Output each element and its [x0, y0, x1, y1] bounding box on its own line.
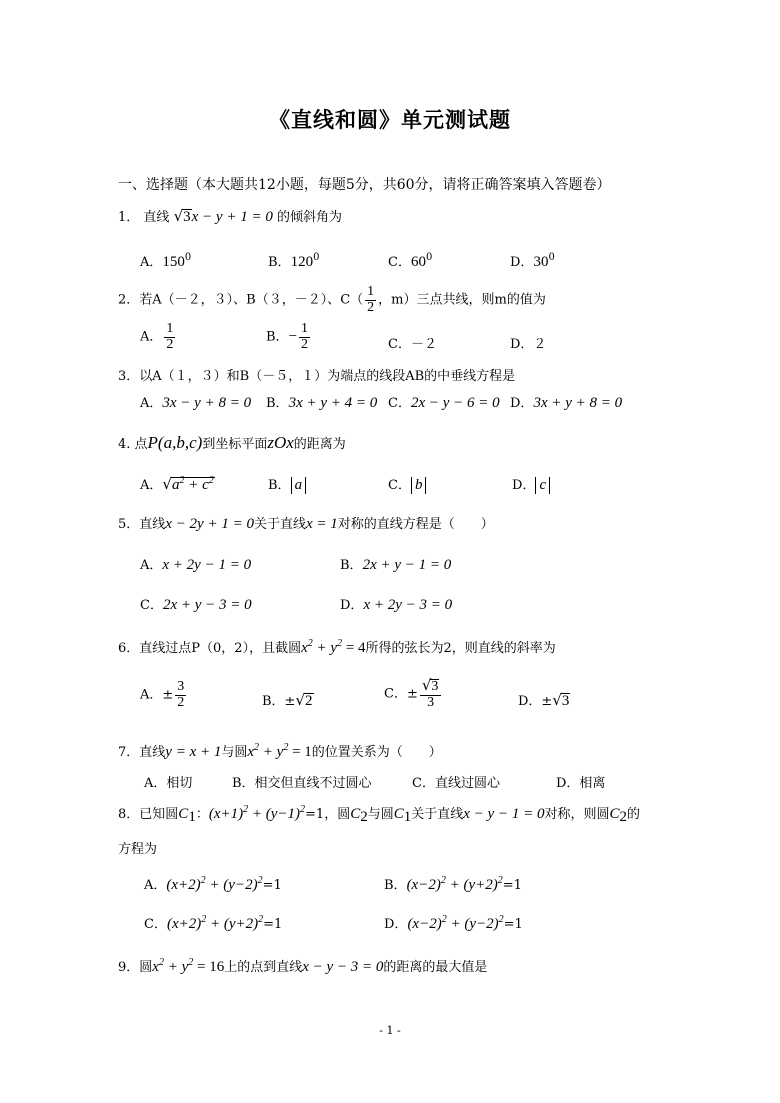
- option-d: D．相离: [556, 776, 606, 791]
- option-a: A．相切: [144, 776, 193, 791]
- option-b: B．$120^0$: [268, 252, 320, 270]
- option-b: B．− $\frac{1}{2}$: [266, 321, 309, 352]
- option-a: A．x + 2y − 1 = 0: [140, 557, 252, 573]
- option-b: B．2x + y − 1 = 0: [340, 557, 452, 573]
- option-d: D．±√3: [518, 691, 570, 709]
- option-a: A．$√a^2 + c^2$: [140, 475, 214, 493]
- option-c: C．2x + y − 3 = 0: [140, 597, 252, 613]
- option-d: D． c: [512, 474, 550, 494]
- option-a: A．$150^0$: [140, 252, 192, 270]
- question-number: 1．: [118, 210, 140, 225]
- option-d: D．$(x-2)^2 + (y-2)^2=1$: [384, 914, 523, 932]
- option-a: A． $\frac{1}{2}$: [140, 321, 174, 352]
- question-9: 9．圆$x^2 + y^2 = 16$上的点到直线x − y − 3 = 0的距离的最大值是: [118, 957, 488, 975]
- question-text: 直线: [143, 210, 170, 225]
- option-a: A．3x − y + 8 = 0: [140, 395, 252, 411]
- question-3: 3．以A（１，３）和B（－５，１）为端点的线段AB的中垂线方程是: [118, 369, 516, 384]
- question-4: 4. 点P(a,b,c)到坐标平面zOx的距离为: [118, 433, 346, 452]
- question-7: 7．直线y = x + 1与圆$x^2 + y^2 = 1$的位置关系为（ ）: [118, 742, 442, 760]
- option-c: C．2x − y − 6 = 0: [388, 395, 500, 411]
- option-b: B．相交但直线不过圆心: [232, 776, 372, 791]
- option-a: A．$(x+2)^2 + (y-2)^2=1$: [144, 875, 282, 893]
- option-c: C．$(x+2)^2 + (y+2)^2=1$: [144, 914, 283, 932]
- question-2: 2．若A（－２，３）、B（３，－２）、C（ $\frac{1}{2}$ ，m）三点共线，则m的值为: [118, 284, 546, 315]
- page-number: - 1 -: [379, 1024, 401, 1037]
- question-6: 6．直线过点P（0，2），且截圆$x^2 + y^2 = 4$所得的弦长为2，则直线的斜率为: [118, 638, 556, 656]
- question-8: 8．已知圆$C_1$：$(x+1)^2 + (y-1)^2=1$，圆$C_2$与圆$C_1$关于直线x − y − 1 = 0对称，则圆$C_2$的: [118, 804, 640, 825]
- section-heading: 一、选择题（本大题共12小题，每题5分，共60分，请将正确答案填入答题卷）: [118, 177, 611, 193]
- option-a: A．± $\frac{3}{2}$: [140, 679, 185, 710]
- option-b: B．$(x-2)^2 + (y+2)^2=1$: [384, 875, 522, 893]
- question-8-continued: 方程为: [118, 842, 158, 857]
- option-b: B． a: [268, 474, 306, 494]
- question-1: [118, 206, 342, 226]
- question-text: 的倾斜角为: [276, 210, 342, 225]
- option-c: C．直线过圆心: [412, 776, 500, 791]
- option-b: B．3x + y + 4 = 0: [266, 395, 378, 411]
- option-c: C．± $\frac{√3}{3}$: [384, 678, 443, 710]
- option-d: D．$30^0$: [510, 252, 555, 270]
- page-title: 《直线和圆》单元测试题: [269, 107, 511, 132]
- question-5: 5．直线x − 2y + 1 = 0关于直线x = 1对称的直线方程是（ ）: [118, 516, 494, 532]
- option-c: C． b: [388, 474, 426, 494]
- option-d: D．x + 2y − 3 = 0: [340, 597, 453, 613]
- option-c: C．－２: [388, 337, 437, 352]
- option-b: B．±√2: [262, 691, 313, 709]
- option-c: C．$60^0$: [388, 252, 433, 270]
- option-d: D．3x + y + 8 = 0: [510, 395, 623, 411]
- option-d: D．２: [510, 337, 547, 352]
- math-expression: √3x − y + 1 = 0: [173, 207, 273, 225]
